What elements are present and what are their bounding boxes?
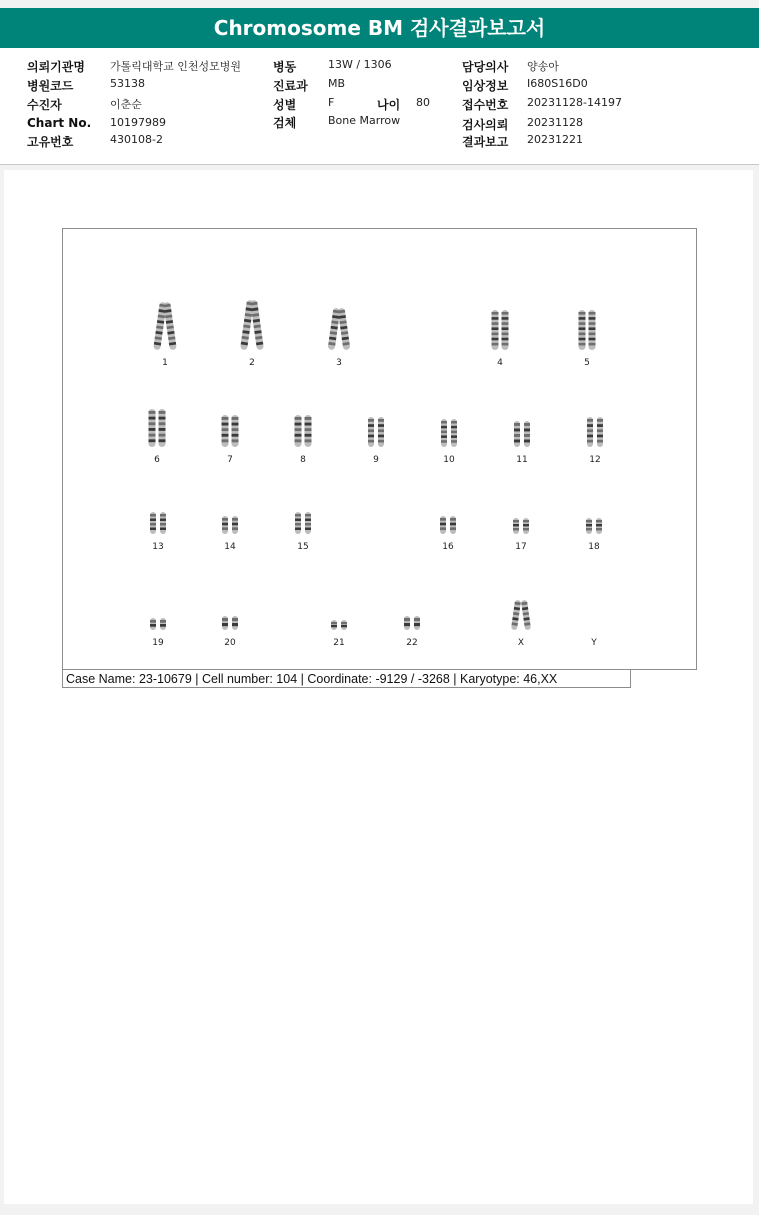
chromosome-pair-1 bbox=[153, 302, 177, 351]
sex-label: 성별 bbox=[273, 98, 297, 112]
department-label: 진료과 bbox=[273, 79, 308, 93]
institution-value: 가톨릭대학교 인천성모병원 bbox=[110, 60, 242, 73]
specimen-value: Bone Marrow bbox=[328, 114, 401, 127]
chromosome-label-3: 3 bbox=[336, 358, 342, 368]
karyogram-panel bbox=[62, 228, 697, 670]
receipt-no-label: 접수번호 bbox=[462, 98, 509, 112]
chromosome-pair-8 bbox=[295, 415, 312, 447]
chromosome-pair-19 bbox=[150, 618, 166, 630]
chromosome-label-20: 20 bbox=[224, 638, 236, 648]
chromosome-label-x: X bbox=[517, 638, 525, 648]
chromosome-pair-5 bbox=[579, 310, 596, 350]
chromosome-label-10: 10 bbox=[443, 455, 455, 465]
chromosome-label-4: 4 bbox=[497, 358, 503, 368]
request-date-value: 20231128 bbox=[527, 116, 583, 129]
department-value: MB bbox=[328, 77, 346, 90]
karyogram-caption: Case Name: 23-10679 | Cell number: 104 | Coordinate: -9129 / -3268 | Karyotype: 46,XX bbox=[62, 669, 631, 688]
chromosome-label-19: 19 bbox=[152, 638, 164, 648]
hospital-code-value: 53138 bbox=[110, 77, 145, 90]
chromosome-pair-7 bbox=[222, 415, 239, 447]
chromosome-label-21: 21 bbox=[333, 638, 345, 648]
chromosome-pair-21 bbox=[331, 620, 347, 630]
chromosome-label-7: 7 bbox=[227, 455, 233, 465]
chart-no-value: 10197989 bbox=[110, 116, 166, 129]
doctor-label: 담당의사 bbox=[462, 60, 509, 74]
patient-label: 수진자 bbox=[27, 98, 62, 112]
chromosome-pair-11 bbox=[514, 421, 530, 447]
chromosome-pair-16 bbox=[440, 516, 456, 534]
chromosome-label-13: 13 bbox=[152, 542, 164, 552]
patient-info-header bbox=[0, 48, 759, 165]
chromosome-pair-20 bbox=[222, 616, 238, 630]
chromosome-label-8: 8 bbox=[300, 455, 306, 465]
request-date-label: 검사의뢰 bbox=[462, 118, 509, 132]
ward-value: 13W / 1306 bbox=[328, 58, 392, 71]
chromosome-label-9: 9 bbox=[373, 455, 379, 465]
clinical-info-value: I680S16D0 bbox=[527, 77, 588, 90]
chromosome-pair-18 bbox=[586, 518, 602, 534]
report-title: Chromosome BM 검사결과보고서 bbox=[0, 8, 759, 48]
chromosome-label-1: 1 bbox=[162, 358, 168, 368]
sex-value: F bbox=[328, 96, 335, 109]
chromosome-pair-2 bbox=[240, 300, 264, 350]
chromosome-label-y: Y bbox=[591, 638, 597, 648]
chromosome-pair-13 bbox=[150, 512, 166, 534]
clinical-info-label: 임상정보 bbox=[462, 79, 509, 93]
chromosome-label-14: 14 bbox=[224, 542, 236, 552]
chromosome-pair-6 bbox=[149, 409, 166, 447]
chromosome-label-2: 2 bbox=[249, 358, 255, 368]
age-label: 나이 bbox=[377, 98, 401, 112]
chromosome-label-5: 5 bbox=[584, 358, 590, 368]
ward-label: 병동 bbox=[273, 60, 297, 74]
chromosome-pair-12 bbox=[587, 417, 603, 447]
karyogram-image bbox=[63, 229, 696, 669]
receipt-no-value: 20231128-14197 bbox=[527, 96, 622, 109]
chromosome-label-16: 16 bbox=[442, 542, 454, 552]
unique-no-label: 고유번호 bbox=[27, 135, 74, 149]
chromosome-pair-3 bbox=[328, 308, 351, 351]
report-date-value: 20231221 bbox=[527, 133, 583, 146]
hospital-code-label: 병원코드 bbox=[27, 79, 74, 93]
chromosome-label-18: 18 bbox=[588, 542, 600, 552]
chromosome-pair-x bbox=[511, 600, 531, 631]
institution-label: 의뢰기관명 bbox=[27, 60, 85, 74]
chromosome-label-11: 11 bbox=[516, 455, 528, 465]
age-value: 80 bbox=[416, 96, 430, 109]
patient-value: 이춘순 bbox=[110, 98, 142, 111]
unique-no-value: 430108-2 bbox=[110, 133, 163, 146]
chromosome-pair-14 bbox=[222, 516, 238, 534]
chromosome-pair-10 bbox=[441, 419, 457, 447]
chromosome-pair-15 bbox=[295, 512, 311, 534]
specimen-label: 검체 bbox=[273, 116, 297, 130]
chromosome-label-22: 22 bbox=[406, 638, 418, 648]
chromosome-label-17: 17 bbox=[515, 542, 527, 552]
chromosome-pair-17 bbox=[513, 518, 529, 534]
doctor-value: 양송아 bbox=[527, 60, 559, 73]
chromosome-pair-4 bbox=[492, 310, 509, 350]
chromosome-label-12: 12 bbox=[589, 455, 601, 465]
chromosome-pair-9 bbox=[368, 417, 384, 447]
chart-no-label: Chart No. bbox=[27, 116, 92, 130]
chromosome-label-6: 6 bbox=[154, 455, 160, 465]
report-date-label: 결과보고 bbox=[462, 135, 509, 149]
chromosome-pair-22 bbox=[404, 616, 420, 630]
chromosome-label-15: 15 bbox=[297, 542, 309, 552]
